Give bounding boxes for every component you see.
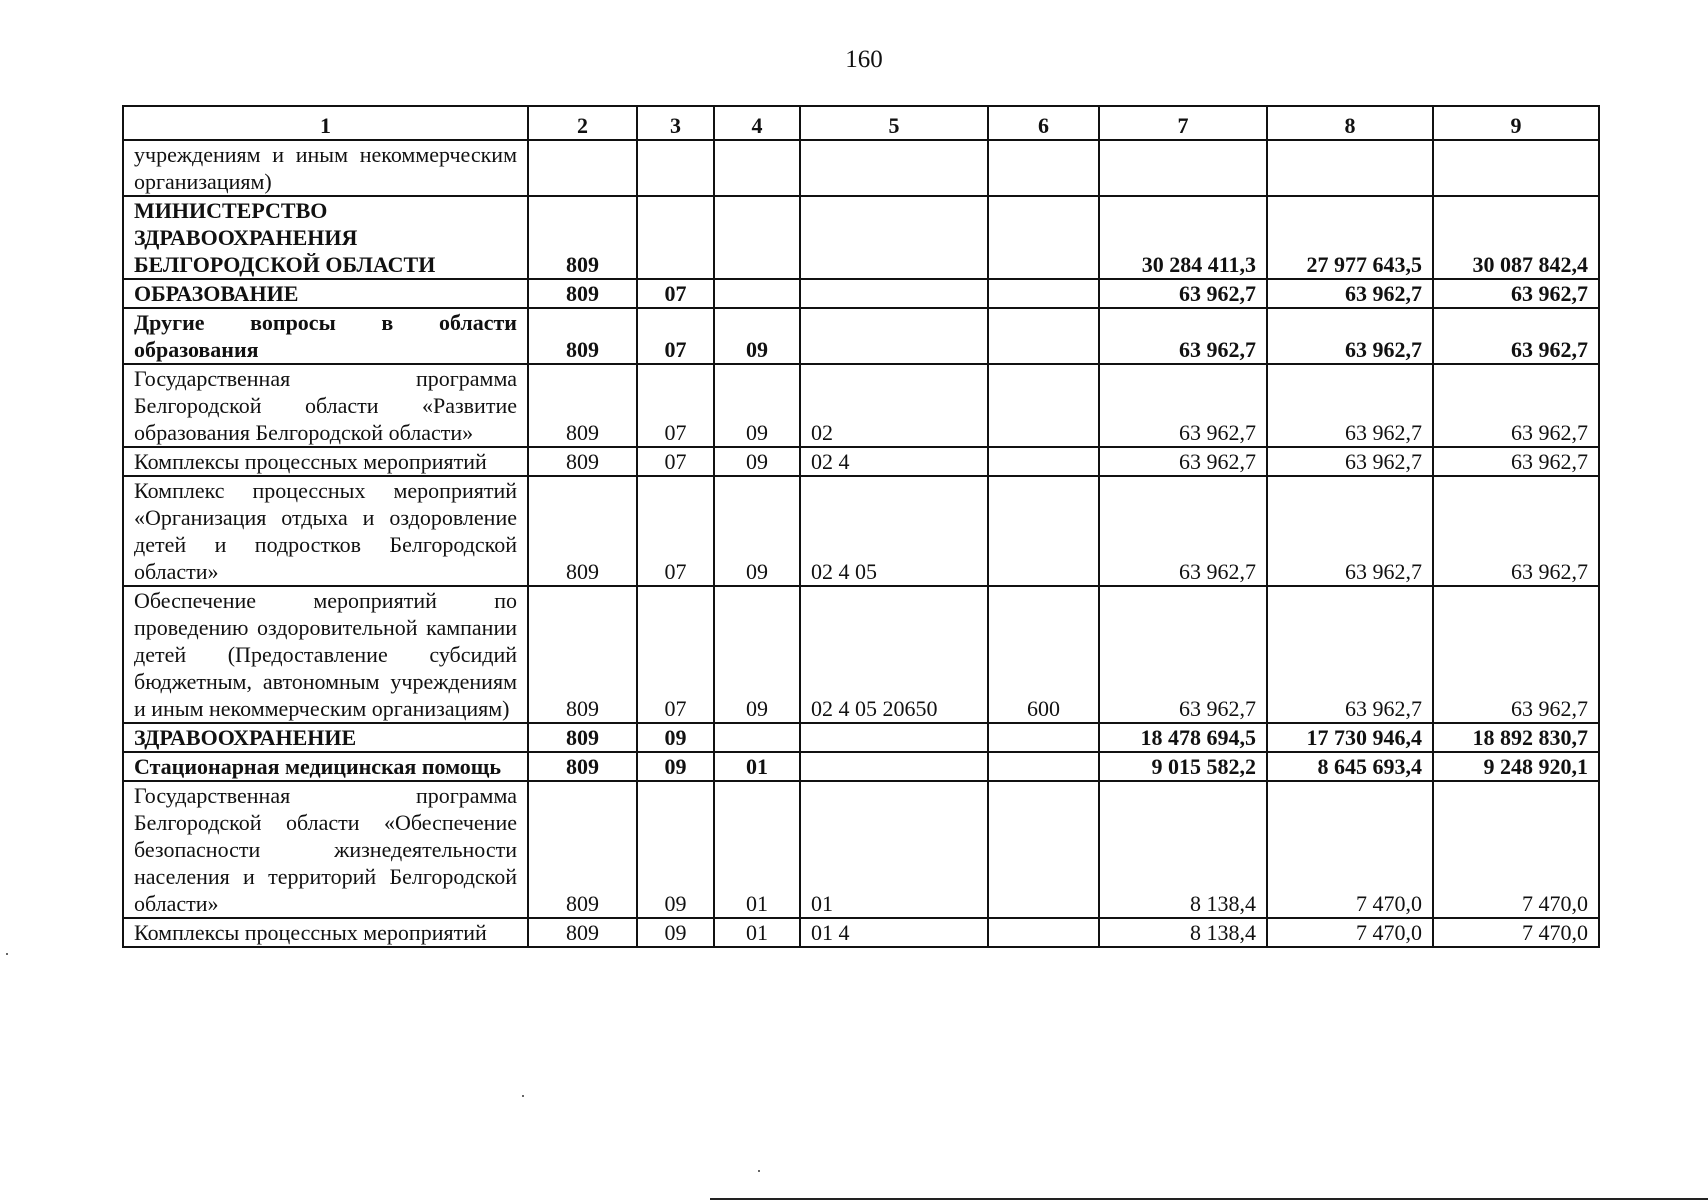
cell-amount-col8: 8 645 693,4 (1267, 752, 1433, 781)
cell-subsection: 01 (714, 752, 800, 781)
cell-amount-col9: 18 892 830,7 (1433, 723, 1599, 752)
cell-amount-col8: 63 962,7 (1267, 476, 1433, 586)
cell-section: 09 (637, 781, 714, 918)
page-number: 160 (845, 46, 883, 73)
cell-target-article (800, 279, 988, 308)
cell-section: 07 (637, 447, 714, 476)
cell-admin-code: 809 (528, 447, 637, 476)
cell-amount-col9: 30 087 842,4 (1433, 196, 1599, 279)
table-row (123, 279, 1599, 308)
cell-amount-col9: 63 962,7 (1433, 364, 1599, 447)
cell-expense-type (988, 308, 1099, 364)
cell-section: 09 (637, 752, 714, 781)
cell-admin-code: 809 (528, 196, 637, 279)
table-row (123, 476, 1599, 586)
cell-admin-code: 809 (528, 723, 637, 752)
cell-amount-col8: 63 962,7 (1267, 279, 1433, 308)
cell-amount-col7 (1099, 140, 1267, 196)
header-row (123, 106, 1599, 140)
cell-amount-col9: 63 962,7 (1433, 308, 1599, 364)
cell-amount-col9: 7 470,0 (1433, 781, 1599, 918)
cell-amount-col7: 18 478 694,5 (1099, 723, 1267, 752)
cell-admin-code: 809 (528, 364, 637, 447)
table-row (123, 364, 1599, 447)
cell-amount-col9: 63 962,7 (1433, 447, 1599, 476)
cell-amount-col7: 63 962,7 (1099, 279, 1267, 308)
table-row (123, 723, 1599, 752)
header-col-9: 9 (1433, 106, 1599, 140)
cell-admin-code: 809 (528, 308, 637, 364)
cell-subsection (714, 196, 800, 279)
cell-section: 09 (637, 723, 714, 752)
cell-item-name: Комплексы процессных мероприятий (123, 918, 528, 947)
cell-item-name: Комплексы процессных мероприятий (123, 447, 528, 476)
scan-speck (522, 1095, 524, 1097)
cell-target-article: 01 (800, 781, 988, 918)
cell-amount-col8: 7 470,0 (1267, 918, 1433, 947)
cell-target-article: 02 (800, 364, 988, 447)
cell-amount-col7: 63 962,7 (1099, 476, 1267, 586)
cell-item-name: ОБРАЗОВАНИЕ (123, 279, 528, 308)
cell-subsection: 09 (714, 586, 800, 723)
cell-amount-col7: 63 962,7 (1099, 447, 1267, 476)
header-col-6: 6 (988, 106, 1099, 140)
cell-section: 09 (637, 918, 714, 947)
cell-expense-type (988, 752, 1099, 781)
cell-item-name: ЗДРАВООХРАНЕНИЕ (123, 723, 528, 752)
table-row (123, 196, 1599, 279)
cell-amount-col8: 27 977 643,5 (1267, 196, 1433, 279)
scan-speck (6, 953, 8, 955)
budget-table (122, 105, 1600, 948)
table-row (123, 308, 1599, 364)
table-row (123, 586, 1599, 723)
cell-target-article (800, 723, 988, 752)
cell-expense-type: 600 (988, 586, 1099, 723)
header-col-4: 4 (714, 106, 800, 140)
cell-section (637, 196, 714, 279)
table-row (123, 918, 1599, 947)
cell-section: 07 (637, 364, 714, 447)
cell-section: 07 (637, 308, 714, 364)
cell-item-name: Обеспечение мероприятий по проведению оздоровительной кампании детей (Предоставление субсидий бюджетным, автономным учреждениям и иным некоммерческим организациям) (123, 586, 528, 723)
cell-target-article: 01 4 (800, 918, 988, 947)
cell-amount-col8: 63 962,7 (1267, 447, 1433, 476)
cell-amount-col7: 63 962,7 (1099, 586, 1267, 723)
cell-expense-type (988, 196, 1099, 279)
scan-speck (758, 1170, 760, 1172)
cell-expense-type (988, 279, 1099, 308)
cell-target-article: 02 4 (800, 447, 988, 476)
cell-admin-code: 809 (528, 781, 637, 918)
cell-expense-type (988, 918, 1099, 947)
cell-section: 07 (637, 279, 714, 308)
table-row (123, 447, 1599, 476)
cell-target-article (800, 752, 988, 781)
cell-item-name: Государственная программа Белгородской области «Развитие образования Белгородской области» (123, 364, 528, 447)
table-row (123, 752, 1599, 781)
cell-expense-type (988, 476, 1099, 586)
cell-admin-code: 809 (528, 752, 637, 781)
cell-item-name: учреждениям и иным некоммерческим организациям) (123, 140, 528, 196)
cell-amount-col8: 63 962,7 (1267, 586, 1433, 723)
cell-target-article: 02 4 05 20650 (800, 586, 988, 723)
cell-target-article: 02 4 05 (800, 476, 988, 586)
cell-subsection (714, 723, 800, 752)
cell-item-name: Государственная программа Белгородской области «Обеспечение безопасности жизнедеятельности населения и территорий Белгородской области» (123, 781, 528, 918)
cell-section: 07 (637, 586, 714, 723)
cell-amount-col9: 63 962,7 (1433, 476, 1599, 586)
cell-amount-col7: 30 284 411,3 (1099, 196, 1267, 279)
cell-subsection (714, 279, 800, 308)
cell-target-article (800, 196, 988, 279)
header-col-7: 7 (1099, 106, 1267, 140)
cell-admin-code: 809 (528, 918, 637, 947)
header-col-5: 5 (800, 106, 988, 140)
cell-subsection: 09 (714, 476, 800, 586)
cell-item-name: Другие вопросы в области образования (123, 308, 528, 364)
cell-expense-type (988, 364, 1099, 447)
cell-expense-type (988, 447, 1099, 476)
cell-amount-col8: 63 962,7 (1267, 364, 1433, 447)
cell-section (637, 140, 714, 196)
cell-expense-type (988, 781, 1099, 918)
cell-amount-col8 (1267, 140, 1433, 196)
cell-item-name: Комплекс процессных мероприятий «Организация отдыха и оздоровление детей и подростков Белгородской области» (123, 476, 528, 586)
cell-expense-type (988, 140, 1099, 196)
cell-admin-code: 809 (528, 279, 637, 308)
header-col-2: 2 (528, 106, 637, 140)
cell-subsection (714, 140, 800, 196)
cell-admin-code: 809 (528, 586, 637, 723)
cell-amount-col9: 9 248 920,1 (1433, 752, 1599, 781)
cell-amount-col7: 8 138,4 (1099, 781, 1267, 918)
cell-admin-code: 809 (528, 476, 637, 586)
cell-amount-col8: 17 730 946,4 (1267, 723, 1433, 752)
cell-subsection: 09 (714, 447, 800, 476)
cell-amount-col8: 7 470,0 (1267, 781, 1433, 918)
cell-amount-col7: 9 015 582,2 (1099, 752, 1267, 781)
cell-item-name: МИНИСТЕРСТВО ЗДРАВООХРАНЕНИЯ БЕЛГОРОДСКОЙ ОБЛАСТИ (123, 196, 528, 279)
cell-amount-col9: 7 470,0 (1433, 918, 1599, 947)
header-col-3: 3 (637, 106, 714, 140)
cell-expense-type (988, 723, 1099, 752)
table-row (123, 140, 1599, 196)
cell-subsection: 09 (714, 364, 800, 447)
cell-amount-col9 (1433, 140, 1599, 196)
cell-item-name: Стационарная медицинская помощь (123, 752, 528, 781)
cell-amount-col9: 63 962,7 (1433, 586, 1599, 723)
cell-amount-col9: 63 962,7 (1433, 279, 1599, 308)
cell-amount-col8: 63 962,7 (1267, 308, 1433, 364)
table-body (123, 140, 1599, 947)
cell-target-article (800, 308, 988, 364)
cell-section: 07 (637, 476, 714, 586)
cell-admin-code (528, 140, 637, 196)
header-col-1: 1 (123, 106, 528, 140)
cell-subsection: 09 (714, 308, 800, 364)
cell-amount-col7: 8 138,4 (1099, 918, 1267, 947)
header-col-8: 8 (1267, 106, 1433, 140)
cell-amount-col7: 63 962,7 (1099, 364, 1267, 447)
cell-amount-col7: 63 962,7 (1099, 308, 1267, 364)
table-row (123, 781, 1599, 918)
cell-subsection: 01 (714, 918, 800, 947)
cell-subsection: 01 (714, 781, 800, 918)
cell-target-article (800, 140, 988, 196)
